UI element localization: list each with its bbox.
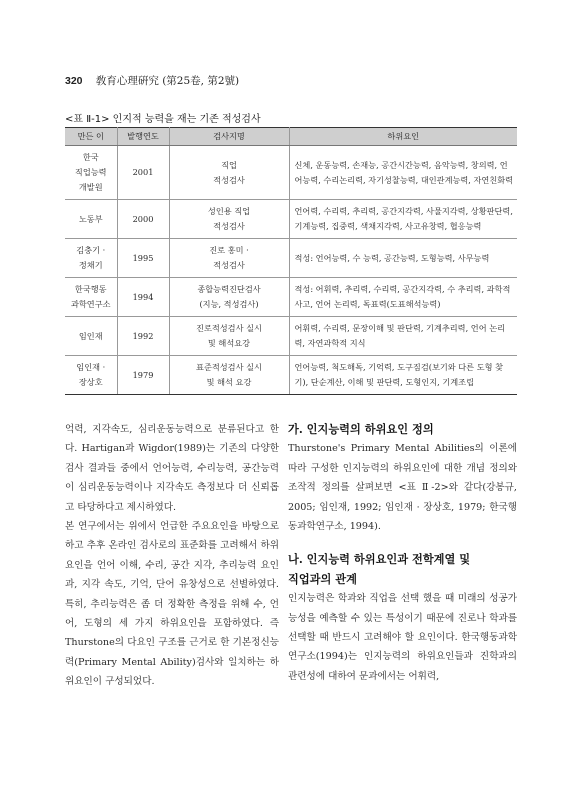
body-paragraph: 본 연구에서는 위에서 언급한 주요요인을 바탕으로 하고 추후 온라인 검사로의 표준화를 고려해서 하위요인을 언어 이해, 수리, 공간 지각, 추리능력 요인과, 지각 속도, 기억, 단어 유창성으로 선별하였다. 특히, 추리능력은 좀 더 정확한 측정을 위해 수, 언어, 도형의 세 가지 하위요인을 포함하였다. 즉 Thurstone의 다요인 구조를 근거로 한 기본정신능력(Primary Mental Ability)검사와 일치하는 하위요인이 구성되었다.	[65, 521, 279, 688]
test-name-cell: 성인용 직업 적성검사	[169, 200, 289, 239]
year-cell: 1994	[117, 278, 169, 317]
table-row	[65, 356, 517, 395]
factors-cell: 어휘력, 수리력, 문장이해 및 판단력, 기계추리력, 언어 논리력, 자연과학적 지식	[289, 317, 517, 356]
column-header: 발행연도	[117, 128, 169, 146]
test-name-cell: 표준적성검사 실시 및 해석 요강	[169, 356, 289, 395]
maker-cell: 노동부	[65, 200, 117, 239]
test-name-cell: 진로 홍미 · 적성검사	[169, 239, 289, 278]
column-header: 만든 이	[65, 128, 117, 146]
aptitude-test-table	[65, 127, 517, 395]
year-cell: 1992	[117, 317, 169, 356]
body-paragraph: 인지능력은 학과와 직업을 선택 했을 때 미래의 성공가능성을 예측할 수 있는 특성이기 때문에 진로나 학과를 선택할 때 반드시 고려해야 할 요인이다. 한국행동과학연구소(1994)는 인지능력의 하위요인들과 진학과의 관련성에 대하여 문과에서는 어휘력,	[288, 593, 517, 682]
table-row	[65, 146, 517, 200]
factors-cell: 신체, 운동능력, 손재능, 공간시간능력, 음악능력, 창의력, 언어능력, 수리논리력, 자기성찰능력, 대인관계능력, 자연친화력	[289, 146, 517, 200]
year-cell: 2000	[117, 200, 169, 239]
column-header: 검사지명	[169, 128, 289, 146]
table-row	[65, 239, 517, 278]
journal-title: 敎育心理硏究 (第25卷, 第2號)	[95, 75, 240, 87]
year-cell: 1995	[117, 239, 169, 278]
table-caption: <표 Ⅱ-1> 인지적 능력을 재는 기존 적성검사	[65, 114, 261, 125]
test-name-cell: 종합능력진단검사 (지능, 적성검사)	[169, 278, 289, 317]
maker-cell: 한국 직업능력 개발원	[65, 146, 117, 200]
body-paragraph: Thurstone's Primary Mental Abilities의 이론에 따라 구성한 인지능력의 하위요인에 대한 개념 정의와 조작적 정의를 살펴보면 <표 Ⅱ-2>와 같다(강봉규, 2005; 임인재, 1992; 임인재 · 장상호, 1979; 한국행동과학연구소, 1994).	[288, 443, 517, 533]
year-cell: 1979	[117, 356, 169, 395]
test-name-cell: 진로적성검사 실시 및 해석요강	[169, 317, 289, 356]
column-header: 하위요인	[289, 128, 517, 146]
body-paragraph: 억력, 지각속도, 심리운동능력으로 분류된다고 한다. Hartigan과 Wigdor(1989)는 기존의 다양한 검사 결과들 중에서 언어능력, 수리능력, 공간능력이 심리운동능력이나 지각속도 측정보다 더 신뢰롭고 타당하다고 제시하였다.	[65, 424, 279, 513]
factors-cell: 언어력, 수리력, 추리력, 공간지각력, 사물지각력, 상황판단력, 기계능력, 집중력, 색채지각력, 사고유창력, 협응능력	[289, 200, 517, 239]
running-header	[65, 73, 239, 88]
table-row	[65, 317, 517, 356]
right-column	[288, 420, 517, 686]
factors-cell: 적성: 언어능력, 수 능력, 공간능력, 도형능력, 사무능력	[289, 239, 517, 278]
maker-cell: 한국행동 과학연구소	[65, 278, 117, 317]
table-row	[65, 278, 517, 317]
test-name-cell: 직업 적성검사	[169, 146, 289, 200]
maker-cell: 임인재 · 장상호	[65, 356, 117, 395]
page-number: 320	[65, 75, 83, 87]
year-cell: 2001	[117, 146, 169, 200]
section-heading: 가. 인지능력의 하위요인 정의	[288, 422, 434, 436]
maker-cell: 김충기 · 정채기	[65, 239, 117, 278]
left-column	[65, 420, 279, 692]
maker-cell: 임인재	[65, 317, 117, 356]
factors-cell: 언어능력, 척도해독, 기억력, 도구짐검(보기와 다른 도형 찾기), 단순계산, 이해 및 판단력, 도형인지, 기계조립	[289, 356, 517, 395]
section-heading: 나. 인지능력 하위요인과 전학계열 및 직업과의 관계	[288, 552, 471, 586]
table-header-row	[65, 128, 517, 146]
table-row	[65, 200, 517, 239]
factors-cell: 적성: 어휘력, 추리력, 수리력, 공간지각력, 수 추리력, 과학적 사고, 언어 논리력, 독표력(도표해석능력)	[289, 278, 517, 317]
